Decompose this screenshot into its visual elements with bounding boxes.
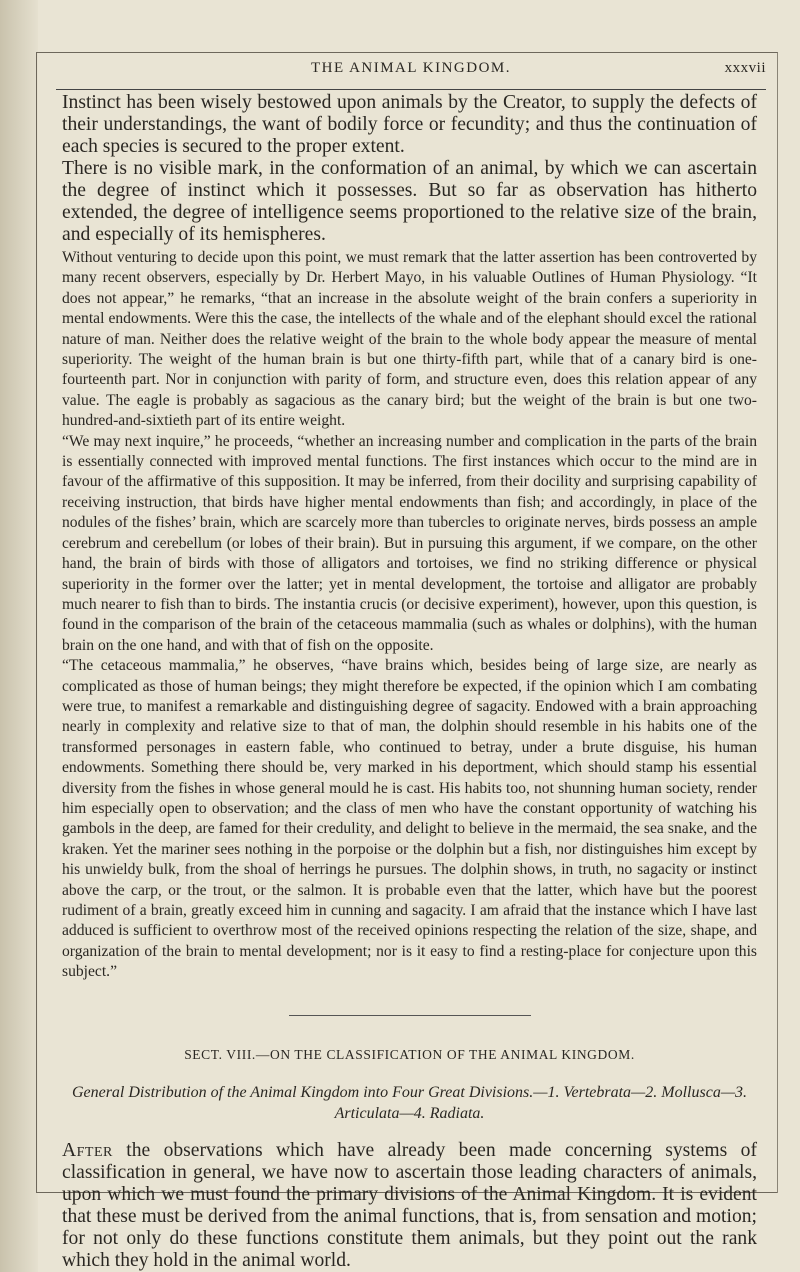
page-number: xxxvii [724, 60, 766, 76]
section-divider [289, 1015, 531, 1016]
intro-paragraph-2: There is no visible mark, in the conformation of an animal, by which we can ascertain the degree of instinct which it possesses. But so far as observation has hitherto extended, the degree of intelligence seems proportioned to the relative size of the brain, and especially of its hemispheres. [62, 158, 757, 245]
page-body [62, 92, 757, 1272]
page-header [56, 60, 766, 84]
note-paragraph-2: “We may next inquire,” he proceeds, “whether an increasing number and complication in the parts of the brain is essentially connected with improved mental functions. The first instances which occur to the mind are in favour of the affirmative of this supposition. It may be inferred, from their docility and surprising capability of receiving instruction, that birds have higher mental endowments than fish; and accordingly, in place of the nodules of the fishes’ brain, which are scarcely more than tubercles to originate nerves, birds possess an ample cerebrum and cerebellum (or lobes of their brain). But in pursuing this argument, if we compare, on the other hand, the brain of birds with those of alligators and tortoises, we find no striking difference or physical superiority in the former over the latter; yet in mental development, the tortoise and alligator are probably much nearer to fish than to birds. The instantia crucis (or decisive experiment), however, upon this question, is found in the comparison of the brain of the cetaceous mammalia (such as whales or dolphins), with the human brain on the one hand, and with that of fish on the opposite. [62, 432, 757, 654]
intro-paragraph-1: Instinct has been wisely bestowed upon animals by the Creator, to supply the defects of their understandings, the want of bodily force or fecundity; and thus the continuation of each species is secured to the proper extent. [62, 92, 757, 157]
page-edge-shadow [0, 0, 38, 1272]
section-heading: SECT. VIII.—ON THE CLASSIFICATION OF THE ANIMAL KINGDOM. [184, 1046, 635, 1062]
closing-text [62, 1140, 757, 1272]
intro-text [62, 92, 757, 246]
closing-paragraph [62, 1140, 757, 1272]
section-subtitle: General Distribution of the Animal Kingdom into Four Great Divisions.—1. Vertebrata—2. Mollusca—3. Articulata—4. Radiata. [71, 1083, 748, 1122]
header-rule [56, 89, 766, 90]
note-paragraph-1: Without venturing to decide upon this point, we must remark that the latter assertion has been controverted by many recent observers, especially by Dr. Herbert Mayo, in his valuable Outlines of Human Physiology. “It does not appear,” he remarks, “that an increase in the absolute weight of the brain confers a superiority in mental endowments. Were this the case, the intellects of the whale and of the elephant should excel the rational nature of man. Neither does the relative weight of the brain to the whole body appear the measure of mental superiority. The weight of the human brain is but one thirty-fifth part, while that of a canary bird is one-fourteenth part. Nor in conjunction with parity of form, and structure even, does this relation appear of any value. The eagle is probably as sagacious as the canary bird; but the weight of the brain is but one two-hundred-and-sixtieth part of its entire weight. [62, 249, 757, 430]
lead-word: After [62, 1139, 113, 1161]
closing-paragraph-body: the observations which have already been made concerning systems of classification in general, we have now to ascertain those leading characters of animals, upon which we must found the primary divisions of the Animal Kingdom. It is evident that these must be derived from the animal functions, that is, from sensation and motion; for not only do these functions constitute them animals, but they point out the rank which they hold in the animal world. [62, 1139, 757, 1271]
note-text [62, 248, 757, 983]
running-title: THE ANIMAL KINGDOM. [310, 60, 511, 76]
note-paragraph-3: “The cetaceous mammalia,” he observes, “have brains which, besides being of large size, are nearly as complicated as those of human beings; they might therefore be expected, if the opinion which I am combating were true, to manifest a remarkable and distinguishing degree of sagacity. Endowed with a brain approaching nearly in complexity and relative size to that of man, the dolphin should resemble in his habits one of the transformed personages in eastern fable, who continued to betray, under a brute disguise, his human endowments. Something there should be, very marked in his deportment, which should stamp his essential diversity from the fishes in whose general mould he is cast. His habits too, not shunning human society, render him especially open to observation; and the class of men who have the constant opportunity of watching his gambols in the deep, are famed for their credulity, and delight to believe in the mermaid, the sea snake, and the kraken. Yet the mariner sees nothing in the porpoise or the dolphin but a fish, nor distinguishes him except by his unwieldy bulk, from the shoal of herrings he pursues. The dolphin shows, in truth, no sagacity or instinct above the carp, or the trout, or the salmon. It is probable even that the latter, which have but the poorest rudiment of a brain, greatly exceed him in cunning and sagacity. I am afraid that the instance which I have last adduced is sufficient to overthrow most of the received opinions respecting the relation of the size, shape, and organization of the brain to mental development; nor is it easy to find a resting-place for conjecture upon this subject.” [62, 657, 757, 981]
